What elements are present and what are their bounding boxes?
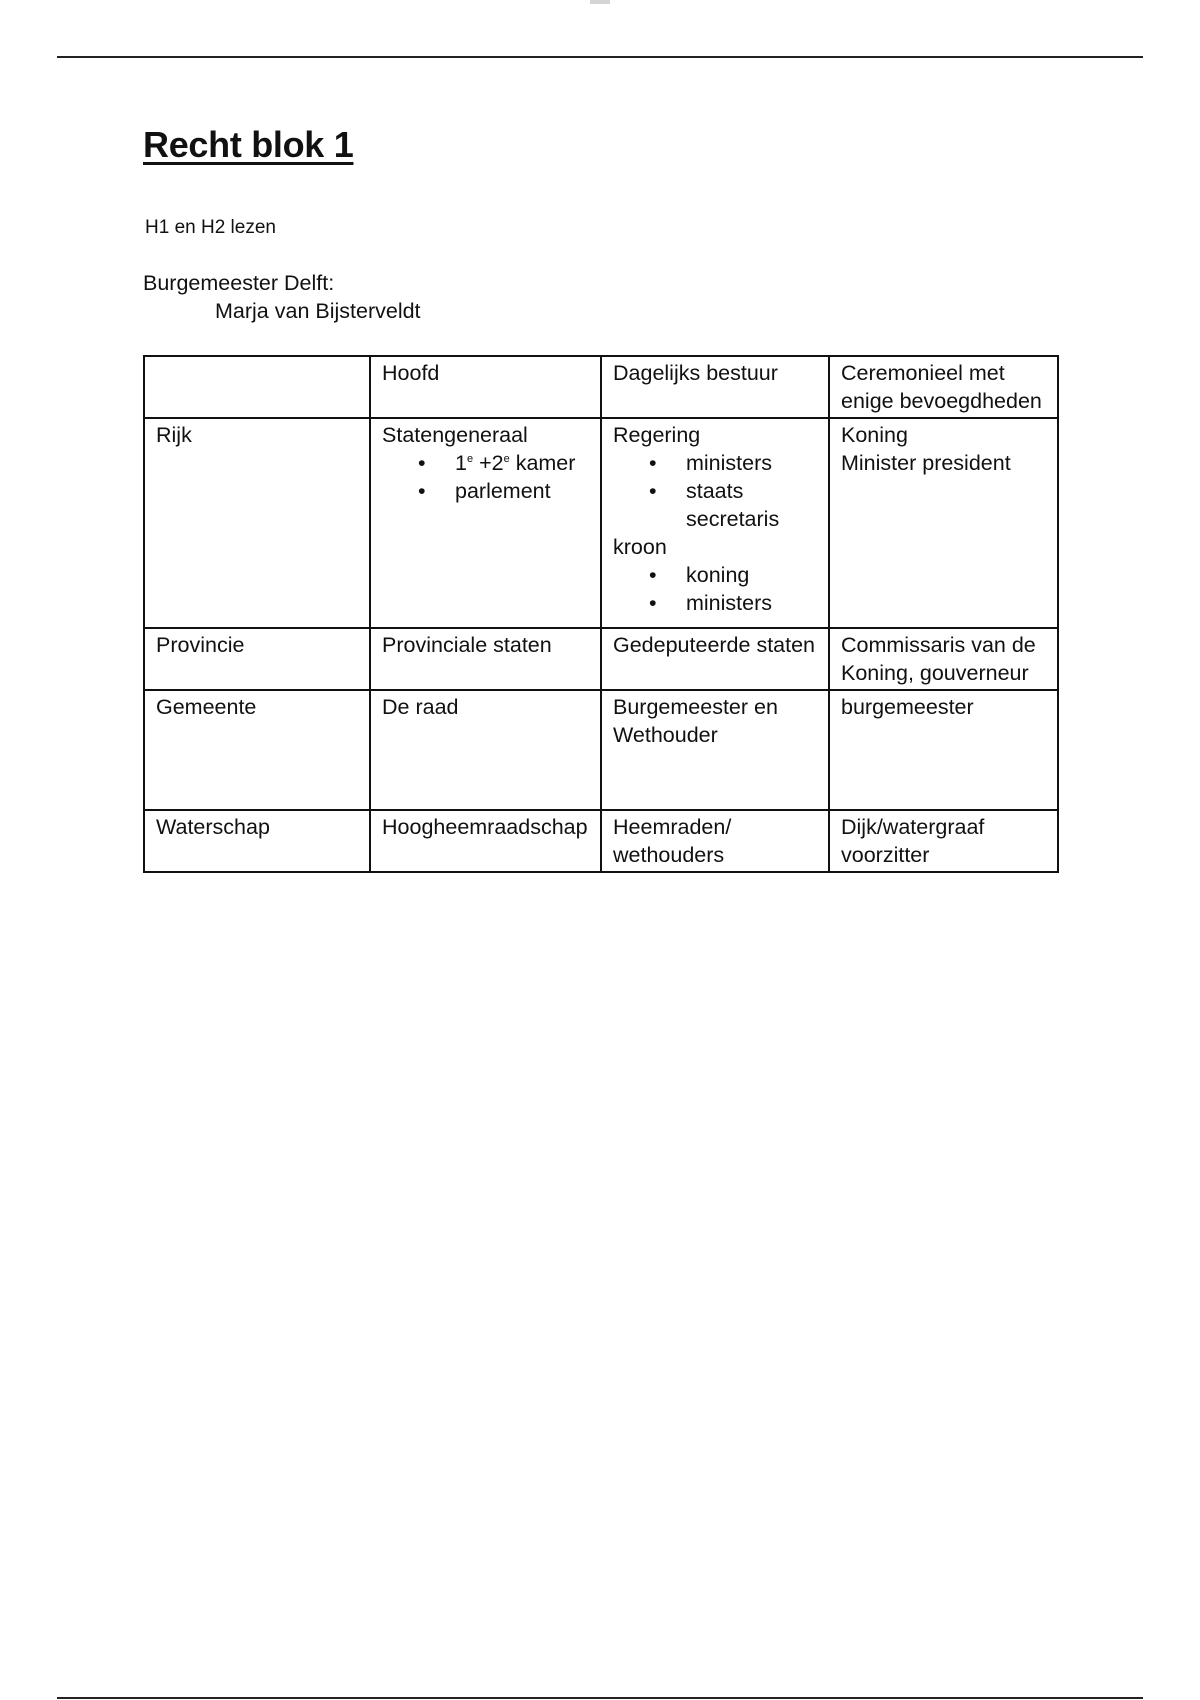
footer-rule: [57, 1697, 1143, 1699]
table-header-row: [144, 356, 1058, 418]
bestuur-regering-list: [613, 449, 820, 533]
cell-level-gemeente: Gemeente: [144, 690, 370, 810]
kamer-ordinal-2: e: [503, 452, 510, 465]
reading-instruction: H1 en H2 lezen: [145, 217, 276, 238]
mayor-label: Burgemeester Delft:: [143, 271, 335, 295]
cell-bestuur-provincie: Gedeputeerde staten: [601, 628, 829, 690]
header-cell-dagelijks-bestuur: Dagelijks bestuur: [601, 356, 829, 418]
cell-level-waterschap: Waterschap: [144, 810, 370, 872]
list-item: [418, 449, 592, 477]
list-item: • parlement: [418, 477, 592, 505]
header-cell-ceremonieel: Ceremonieel met enige bevoegdheden: [829, 356, 1058, 418]
ceremonieel-rijk-line-1: Koning: [841, 423, 908, 447]
cell-ceremonieel-gemeente: burgemeester: [829, 690, 1058, 810]
cell-hoofd-gemeente: De raad: [370, 690, 601, 810]
bestuur-kroon-list: [613, 561, 820, 617]
page-top-marker: [590, 0, 610, 4]
cell-level-rijk: Rijk: [144, 418, 370, 628]
cell-bestuur-rijk: [601, 418, 829, 628]
table-row-gemeente: [144, 690, 1058, 810]
table-row-rijk: [144, 418, 1058, 628]
kamer-word: kamer: [509, 451, 576, 475]
mayor-name: Marja van Bijsterveldt: [215, 299, 421, 323]
kamer-number-1: 1: [455, 451, 467, 475]
cell-ceremonieel-rijk: [829, 418, 1058, 628]
ceremonieel-rijk-line-2: Minister president: [841, 451, 1011, 475]
table-row-provincie: [144, 628, 1058, 690]
list-item: • ministers: [649, 449, 820, 477]
cell-bestuur-waterschap: Heemraden/ wethouders: [601, 810, 829, 872]
document-title: Recht blok 1: [143, 124, 354, 165]
cell-hoofd-rijk: [370, 418, 601, 628]
bestuur-rijk-title: Regering: [613, 423, 701, 447]
cell-hoofd-waterschap: Hoogheemraadschap: [370, 810, 601, 872]
kamer-ordinal-1: e: [466, 452, 474, 465]
cell-ceremonieel-waterschap: Dijk/watergraaf voorzitter: [829, 810, 1058, 872]
list-item: • staats secretaris: [649, 477, 820, 533]
list-item: • ministers: [649, 589, 820, 617]
bestuur-rijk-title-2: kroon: [613, 535, 667, 559]
table-row-waterschap: [144, 810, 1058, 872]
cell-hoofd-provincie: Provinciale staten: [370, 628, 601, 690]
cell-ceremonieel-provincie: Commissaris van de Koning, gouverneur: [829, 628, 1058, 690]
cell-bestuur-gemeente: Burgemeester en Wethouder: [601, 690, 829, 810]
kamer-number-2: +2: [473, 451, 504, 475]
header-cell-hoofd: Hoofd: [370, 356, 601, 418]
hoofd-rijk-title: Statengeneraal: [382, 423, 528, 447]
hoofd-rijk-list: [382, 449, 592, 505]
header-rule: [57, 56, 1143, 58]
list-item: • koning: [649, 561, 820, 589]
cell-level-provincie: Provincie: [144, 628, 370, 690]
header-cell-empty: [144, 356, 370, 418]
government-levels-table: [143, 355, 1059, 873]
